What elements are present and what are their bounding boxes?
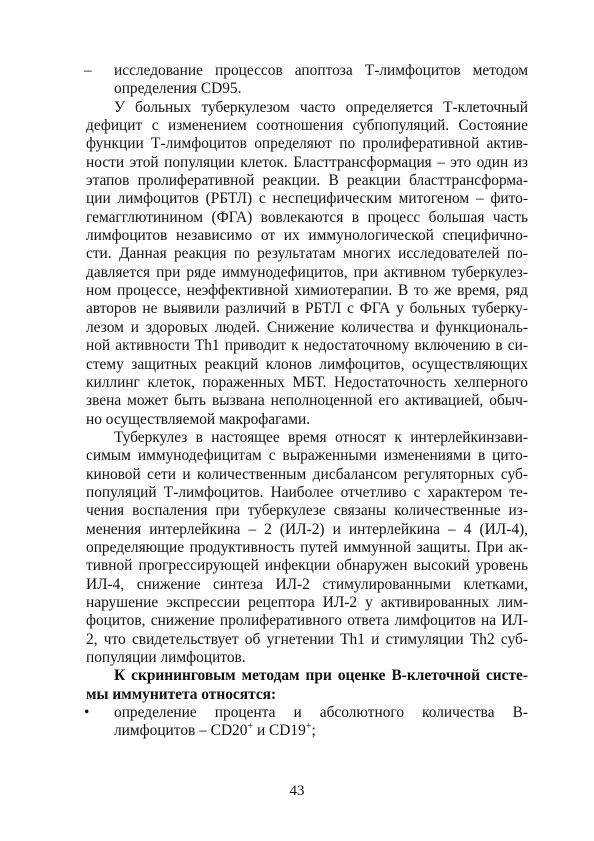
text-line: Туберкулез в настоящее время относят к интерлейкинзави-: [114, 428, 528, 446]
text-line: чения воспаления при туберкулезе связаны количественные из-: [86, 502, 528, 520]
text-line: этапов пролиферативной реакции. В реакции бласттрансформа-: [86, 172, 528, 190]
superscript-plus: +: [247, 722, 254, 733]
text-line: тивной прогрессирующей инфекции обнаружен высокий уровень: [86, 557, 528, 575]
text-line: гемагглютинином (ФГА) вовлекаются в процесс большая часть: [86, 208, 528, 226]
text-line: нарушение экспрессии рецептора ИЛ-2 у активированных лим-: [86, 593, 528, 611]
list-item-b-lymphocytes: [86, 704, 528, 741]
text-segment: ;: [311, 722, 316, 740]
text-line: определение процента и абсолютного количества В-: [114, 704, 528, 722]
text-line: исследование процессов апоптоза Т-лимфоцитов методом: [114, 62, 528, 79]
text-line: сти. Данная реакция по результатам многих исследователей по-: [86, 245, 528, 263]
text-line: популяции лимфоцитов.: [86, 649, 246, 666]
text-line: ИЛ-4, снижение синтеза ИЛ-2 стимулированными клетками,: [86, 575, 528, 593]
text-line: менения интерлейкина – 2 (ИЛ-2) и интерлейкина – 4 (ИЛ-4),: [86, 520, 528, 538]
text-line: ции лимфоцитов (РБТЛ) с неспецифическим митогеном – фито-: [86, 190, 528, 208]
text-line: фоцитов, снижение пролиферативного ответа лимфоцитов на ИЛ-: [86, 612, 528, 630]
text-line: 2, что свидетельствует об угнетении Th1 и стимуляции Th2 суб-: [86, 630, 528, 648]
paragraph-interleukin: [86, 429, 528, 667]
text-line: популяций Т-лимфоцитов. Наиболее отчетливо с характером те-: [86, 483, 528, 501]
text-line: ной активности Th1 приводит к недостаточному включению в си-: [86, 337, 528, 355]
superscript-plus: +: [305, 722, 312, 733]
heading-line: мы иммунитета относятся:: [86, 685, 277, 703]
body-text: [86, 62, 528, 741]
text-line: дефицит с изменением соотношения субпопуляций. Состояние: [86, 117, 528, 135]
text-line: давляется при ряде иммунодефицитов, при активном туберкулез-: [86, 263, 528, 281]
text-line: но осуществляемой макрофагами.: [86, 410, 311, 428]
text-line: ности этой популяции клеток. Бласттрансформация – это один из: [86, 153, 528, 171]
section-heading: [86, 667, 528, 704]
heading-line: К скрининговым методам при оценке В-клеточной систе-: [114, 667, 528, 685]
text-line: лезом и здоровых людей. Снижение количества и функциональ-: [86, 318, 528, 336]
text-line: лимфоцитов независимо от их иммунологической специфично-: [86, 227, 528, 245]
text-line: У больных туберкулезом часто определяется Т-клеточный: [114, 98, 528, 116]
text-line: симым иммунодефицитам с выраженными изменениями в цито-: [86, 447, 528, 465]
paragraph-t-cell-deficit: [86, 99, 528, 429]
text-segment: лимфоцитов – CD20: [114, 722, 248, 740]
dash-marker: –: [84, 62, 92, 79]
text-line: определения CD95.: [114, 80, 242, 98]
text-line: ном процессе, неэффективной химиотерапии. В то же время, ряд: [86, 282, 528, 300]
text-line: функции Т-лимфоцитов определяют по пролиферативной актив-: [86, 135, 528, 153]
text-segment: и CD19: [253, 722, 306, 740]
page-number: 43: [289, 783, 305, 799]
text-line: киллинг клеток, пораженных МБТ. Недостаточность хелперного: [86, 373, 528, 391]
text-line: определяющие продуктивность путей иммунной защиты. При ак-: [86, 538, 528, 556]
text-line: авторов не выявили различий в РБТЛ с ФГА у больных туберку-: [86, 300, 528, 318]
bullet-marker: •: [84, 704, 90, 722]
list-item-cd95: [86, 62, 528, 99]
text-line: киновой сети и количественным дисбалансом регуляторных суб-: [86, 465, 528, 483]
text-line: [86, 722, 528, 740]
text-line: звена может быть вызвана неполноценной его активацией, обыч-: [86, 392, 528, 410]
text-line: стему защитных реакций клонов лимфоцитов, осуществляющих: [86, 355, 528, 373]
